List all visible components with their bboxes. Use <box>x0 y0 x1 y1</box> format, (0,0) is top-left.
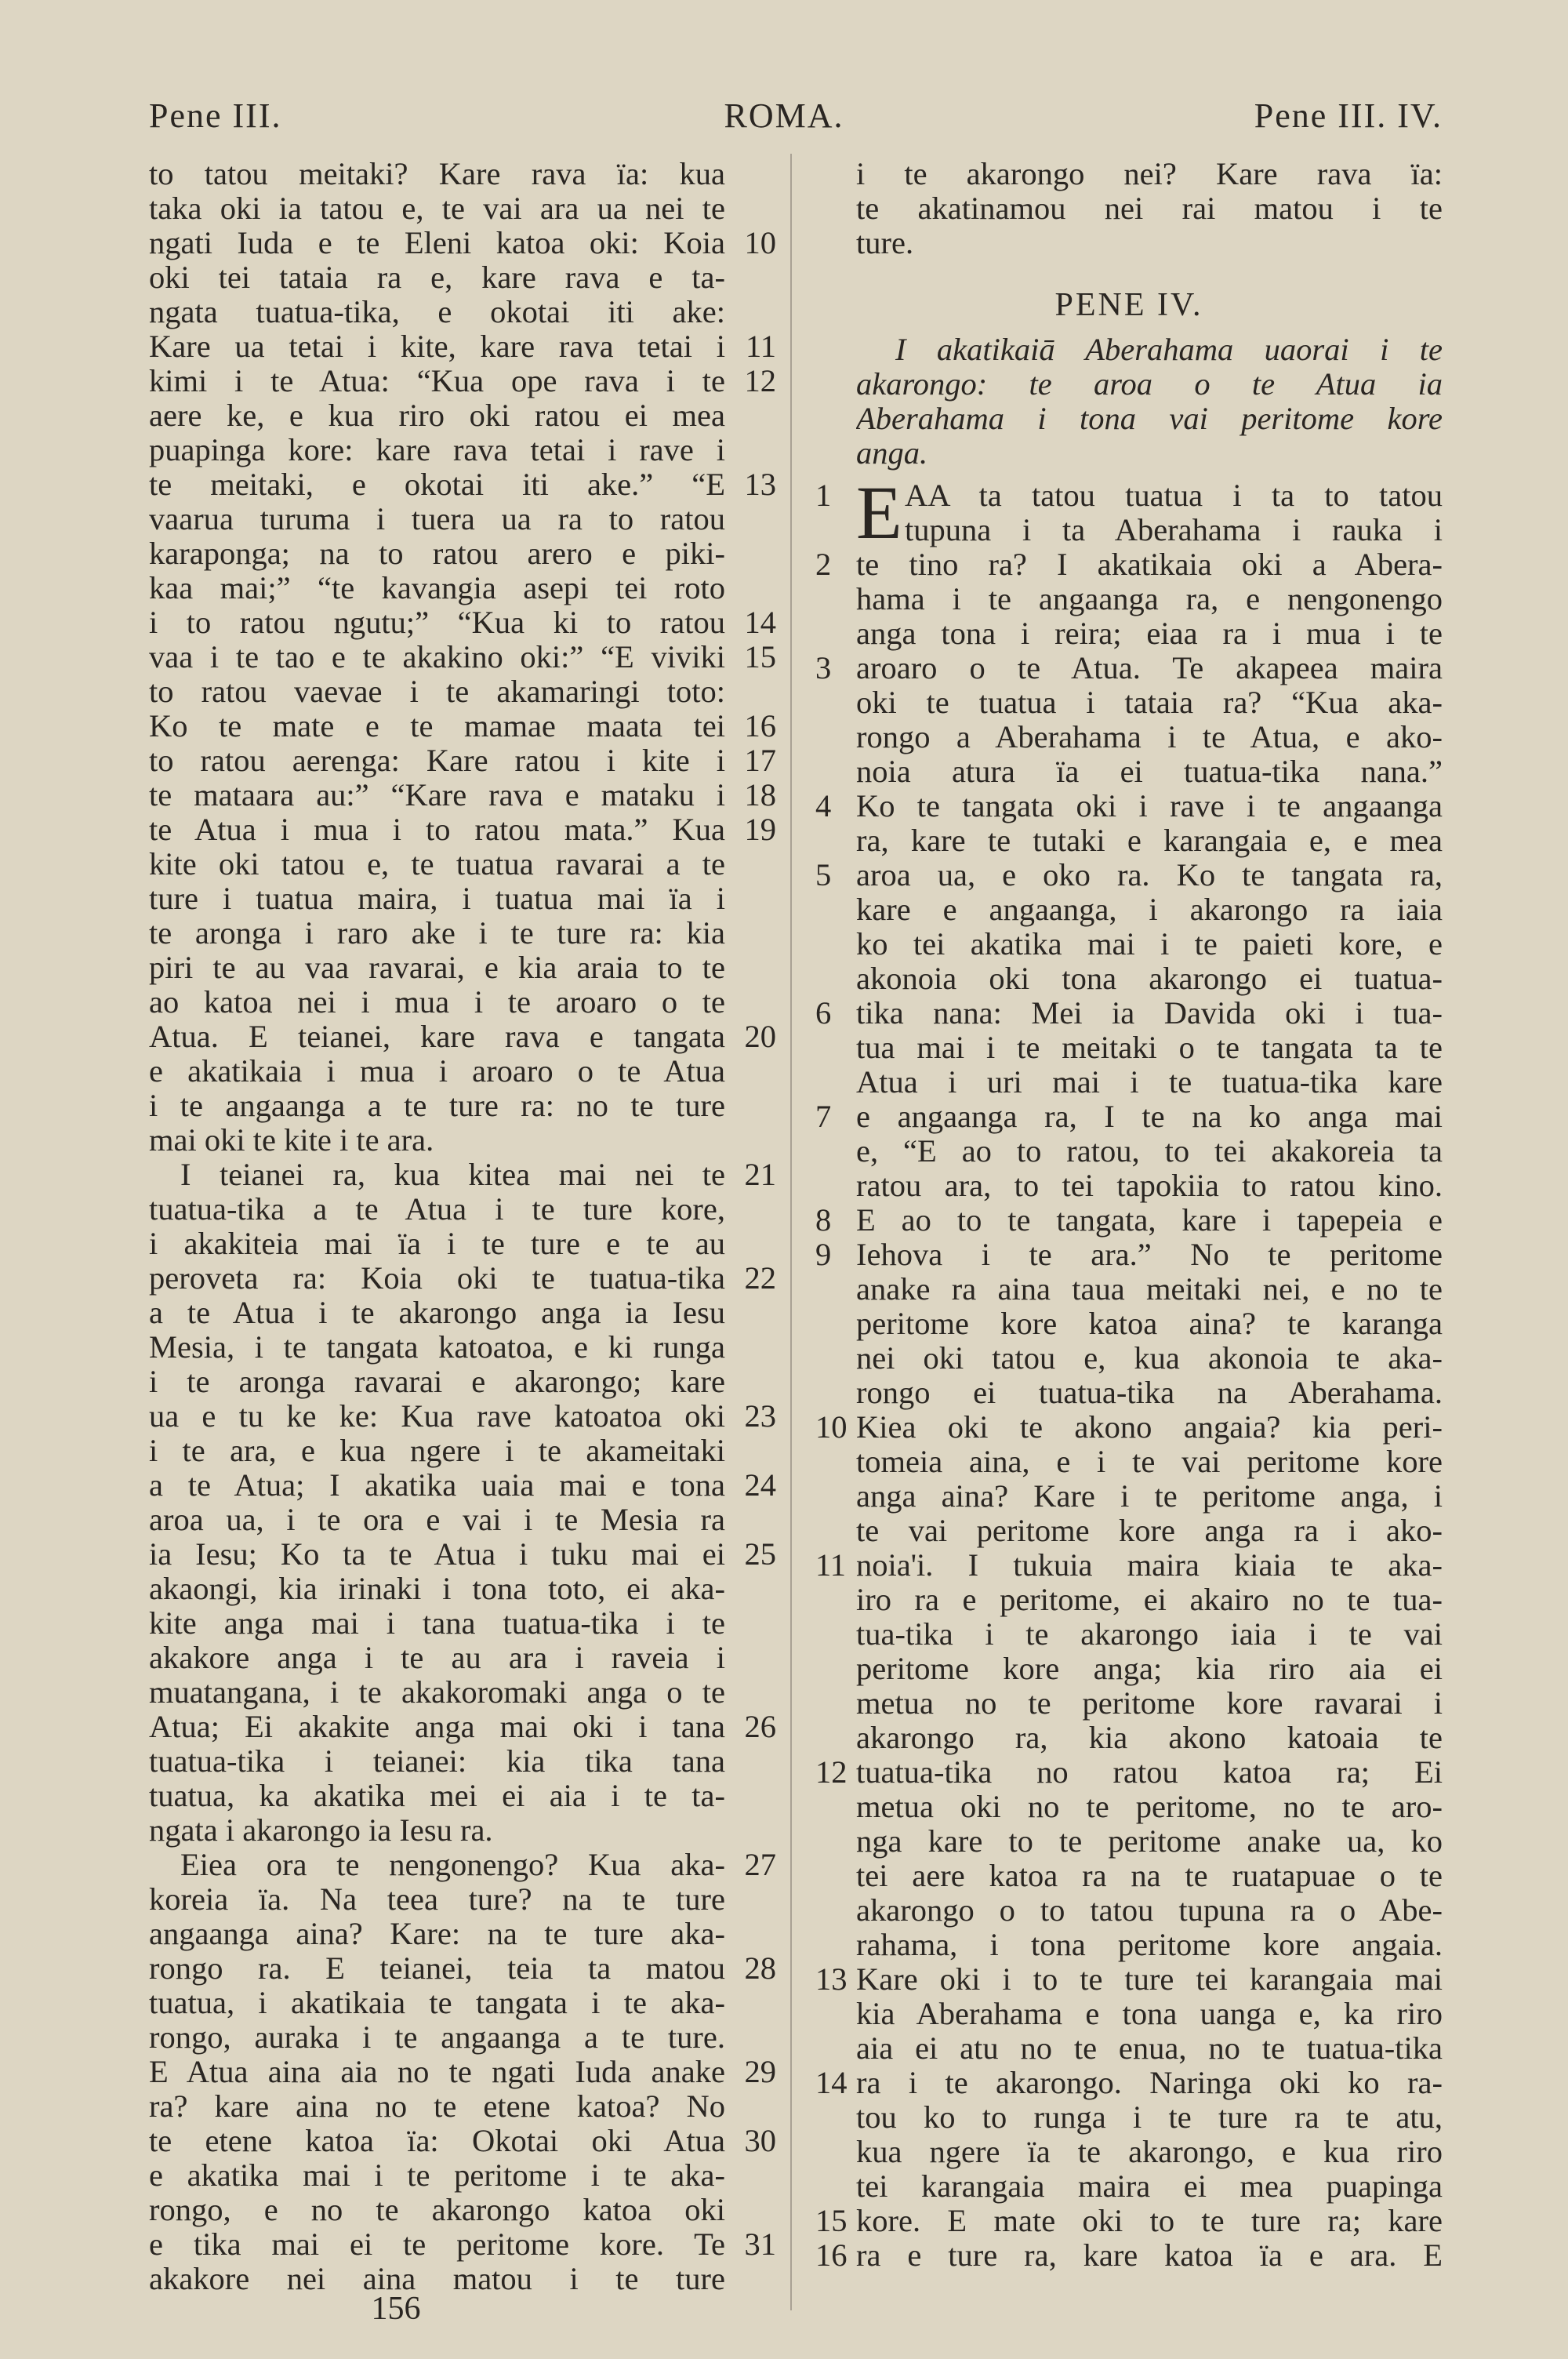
summary-text: I akatikaiā Aberahama uaorai i te <box>895 333 1443 367</box>
verse-number: 10 <box>744 225 776 260</box>
line-text: rongo a Aberahama i te Atua, e ako- <box>856 720 1443 754</box>
text-line <box>815 2135 1443 2169</box>
line-text: peroveta ra: Koia oki te tuatua-tika <box>149 1261 725 1296</box>
verse-number: 27 <box>744 1847 776 1882</box>
line-text: to tatou meitaki? Kare rava ïa: kua <box>149 157 725 191</box>
text-line <box>815 226 1443 260</box>
line-text: te etene katoa ïa: Okotai oki Atua <box>149 2124 725 2158</box>
line-text: Atua i uri mai i te tuatua-tika kare <box>856 1065 1443 1100</box>
text-line <box>815 1962 1443 1997</box>
line-text: kia Aberahama e tona uanga e, ka riro <box>856 1997 1443 2031</box>
verse-number: 10 <box>815 1409 848 1445</box>
verse-number: 30 <box>744 2123 776 2158</box>
line-text: i te ara, e kua ngere i te akameitaki <box>149 1434 725 1468</box>
text-line <box>815 1445 1443 1479</box>
text-line <box>149 536 776 571</box>
line-text: nga kare to te peritome anake ua, ko <box>856 1824 1443 1859</box>
text-line <box>149 847 776 881</box>
verse-number: 9 <box>815 1237 832 1272</box>
verse-number: 24 <box>744 1467 776 1503</box>
chapter-title: PENE IV. <box>1054 287 1203 323</box>
line-text: tuatua, i akatikaia te tangata i te aka- <box>149 1986 725 2020</box>
text-line <box>815 1065 1443 1100</box>
line-text: anake ra aina taua meitaki nei, e no te <box>856 1272 1443 1307</box>
text-line <box>149 605 776 640</box>
text-line <box>815 1859 1443 1893</box>
summary-line <box>815 367 1443 402</box>
text-line <box>149 1434 776 1468</box>
line-text: Atua. E teianei, kare rava e tangata <box>149 1020 725 1054</box>
line-text: kore. E mate oki to te ture ra; kare <box>856 2204 1443 2238</box>
line-text: Kare oki i to te ture tei karangaia mai <box>856 1962 1443 1997</box>
line-text: AA ta tatou tuatua i ta to tatou <box>905 478 1443 513</box>
verse-number: 6 <box>815 995 832 1030</box>
line-text: rongo, e no te akarongo katoa oki <box>149 2193 725 2227</box>
line-text: i te aronga ravarai e akarongo; kare <box>149 1365 725 1399</box>
text-line <box>149 1503 776 1537</box>
line-text: tuatua-tika i teianei: kia tika tana <box>149 1744 725 1779</box>
line-text: te meitaki, e okotai iti ake.” “E <box>149 467 725 502</box>
line-text: aroaro o te Atua. Te akapeea maira <box>856 651 1443 685</box>
text-line <box>815 1755 1443 1790</box>
line-text: ra i te akarongo. Naringa oki ko ra- <box>856 2066 1443 2100</box>
line-text: taka oki ia tatou e, te vai ara ua nei te <box>149 191 725 226</box>
right-text-column <box>815 157 1443 2273</box>
line-text: tei karangaia maira ei mea puapinga <box>856 2169 1443 2204</box>
verse-number: 14 <box>744 605 776 640</box>
line-text: vaa i te tao e te akakino oki:” “E viviki <box>149 640 725 674</box>
text-line <box>149 157 776 191</box>
line-text: e tika mai ei te peritome kore. Te <box>149 2227 725 2262</box>
text-line <box>149 1710 776 1744</box>
verse-number: 4 <box>815 788 832 823</box>
line-text: ngati Iuda e te Eleni katoa oki: Koia <box>149 226 725 260</box>
text-line <box>149 812 776 847</box>
text-line <box>815 927 1443 961</box>
text-line <box>815 996 1443 1030</box>
text-line <box>815 1514 1443 1548</box>
line-text: mai oki te kite i te ara. <box>149 1123 434 1158</box>
text-line <box>815 2031 1443 2066</box>
text-line <box>815 1997 1443 2031</box>
text-line <box>815 1928 1443 1962</box>
verse-number: 20 <box>744 1019 776 1054</box>
text-line <box>149 1089 776 1123</box>
line-text: metua no te peritome kore ravarai i <box>856 1686 1443 1721</box>
line-text: peritome kore anga; kia riro aia ei <box>856 1652 1443 1686</box>
line-text: tuatua, ka akatika mei ei aia i te ta- <box>149 1779 725 1813</box>
verse-number: 2 <box>815 547 832 582</box>
line-text: kite anga mai i tana tuatua-tika i te <box>149 1606 725 1641</box>
line-text: rongo, auraka i te angaanga a te ture. <box>149 2020 725 2055</box>
text-line <box>149 1399 776 1434</box>
line-text: ratou ara, to tei tapokiia to ratou kino. <box>856 1169 1443 1203</box>
line-text: anga aina? Kare i te peritome anga, i <box>856 1479 1443 1514</box>
column-divider <box>790 154 792 2310</box>
verse-number: 8 <box>815 1202 832 1238</box>
verse-number: 31 <box>744 2226 776 2262</box>
text-line <box>149 571 776 605</box>
line-text: Eiea ora te nengonengo? Kua aka- <box>180 1848 725 1882</box>
line-text: tupuna i ta Aberahama i rauka i <box>905 513 1443 547</box>
text-line <box>149 1572 776 1606</box>
text-line <box>149 329 776 364</box>
line-text: puapinga kore: kare rava tetai i rave i <box>149 433 725 467</box>
text-line <box>815 858 1443 892</box>
line-text: ra e ture ra, kare katoa ïa e ara. E <box>856 2238 1443 2273</box>
verse-number: 19 <box>744 812 776 847</box>
text-line <box>149 2227 776 2262</box>
verse-number: 21 <box>744 1157 776 1192</box>
text-line <box>149 881 776 916</box>
line-text: to ratou vaevae i te akamaringi toto: <box>149 674 725 709</box>
text-line <box>815 2066 1443 2100</box>
text-line <box>815 1238 1443 1272</box>
text-line <box>815 651 1443 685</box>
text-line <box>149 985 776 1020</box>
line-text: ra, kare te tutaki e karangaia e, e mea <box>856 823 1443 858</box>
line-text: akaongi, kia irinaki i tona toto, ei aka- <box>149 1572 725 1606</box>
line-text: ao katoa nei i mua i te aroaro o te <box>149 985 725 1020</box>
verse-number: 28 <box>744 1950 776 1986</box>
line-text: i te angaanga a te ture ra: no te ture <box>149 1089 725 1123</box>
text-line <box>149 1606 776 1641</box>
drop-cap: E <box>856 471 902 554</box>
text-line <box>149 502 776 536</box>
text-line <box>815 1376 1443 1410</box>
running-head-right: Pene III. IV. <box>1254 96 1443 135</box>
text-line <box>149 1813 776 1848</box>
text-line <box>815 2238 1443 2273</box>
line-text: tuatua-tika a te Atua i te ture kore, <box>149 1192 725 1227</box>
text-line <box>149 226 776 260</box>
line-text: te vai peritome kore anga ra i ako- <box>856 1514 1443 1548</box>
verse-number: 3 <box>815 650 832 685</box>
line-text: ngata tuatua-tika, e okotai iti ake: <box>149 295 725 329</box>
text-line <box>149 1951 776 1986</box>
line-text: tika nana: Mei ia Davida oki i tua- <box>856 996 1443 1030</box>
text-line <box>815 478 1443 513</box>
text-line <box>815 1686 1443 1721</box>
text-line <box>149 398 776 433</box>
text-line <box>815 823 1443 858</box>
line-text: ture i tuatua maira, i tuatua mai ïa i <box>149 881 725 916</box>
text-line <box>149 1917 776 1951</box>
summary-line <box>815 402 1443 436</box>
verse-number: 16 <box>815 2237 848 2273</box>
line-text: oki tei tataia ra e, kare rava e ta- <box>149 260 725 295</box>
line-text: tuatua-tika no ratou katoa ra; Ei <box>856 1755 1443 1790</box>
text-line <box>149 1054 776 1089</box>
line-text: anga tona i reira; eiaa ra i mua i te <box>856 616 1443 651</box>
line-text: E ao to te tangata, kare i tapepeia e <box>856 1203 1443 1238</box>
text-line <box>149 1365 776 1399</box>
text-line <box>149 2124 776 2158</box>
verse-number: 7 <box>815 1099 832 1134</box>
text-line <box>149 2158 776 2193</box>
text-line <box>149 1227 776 1261</box>
line-text: i to ratou ngutu;” “Kua ki to ratou <box>149 605 725 640</box>
line-text: te aronga i raro ake i te ture ra: kia <box>149 916 725 951</box>
line-text: Ko te mate e te mamae maata tei <box>149 709 725 743</box>
text-line <box>815 1100 1443 1134</box>
line-text: tua-tika i te akarongo iaia i te vai <box>856 1617 1443 1652</box>
line-text: kua ngere ïa te akarongo, e kua riro <box>856 2135 1443 2169</box>
line-text: metua oki no te peritome, no te aro- <box>856 1790 1443 1824</box>
line-text: aroa ua, e oko ra. Ko te tangata ra, <box>856 858 1443 892</box>
line-text: te mataara au:” “Kare rava e mataku i <box>149 778 725 812</box>
running-head-left: Pene III. <box>149 96 282 135</box>
verse-number: 1 <box>815 478 832 513</box>
verse-number: 13 <box>815 1961 848 1997</box>
text-line <box>815 1272 1443 1307</box>
text-line <box>149 2020 776 2055</box>
line-text: oki te tuatua i tataia ra? “Kua aka- <box>856 685 1443 720</box>
text-line <box>149 1675 776 1710</box>
text-line <box>149 1468 776 1503</box>
text-line <box>149 433 776 467</box>
line-text: ture. <box>856 226 914 260</box>
verse-number: 26 <box>744 1709 776 1744</box>
line-text: Iehova i te ara.” No te peritome <box>856 1238 1443 1272</box>
verse-number: 12 <box>815 1754 848 1790</box>
text-line <box>149 1537 776 1572</box>
line-text: e, “E ao to ratou, to tei akakoreia ta <box>856 1134 1443 1169</box>
verse-number: 23 <box>744 1398 776 1434</box>
summary-text: akarongo: te aroa o te Atua ia <box>856 367 1443 402</box>
verse-number: 18 <box>744 777 776 812</box>
line-text: a te Atua i te akarongo anga ia Iesu <box>149 1296 725 1330</box>
text-line <box>149 2055 776 2089</box>
summary-text: Aberahama i tona vai peritome kore <box>856 402 1443 436</box>
text-line <box>815 513 1443 547</box>
line-text: aere ke, e kua riro oki ratou ei mea <box>149 398 725 433</box>
text-line <box>149 1330 776 1365</box>
line-text: ia Iesu; Ko ta te Atua i tuku mai ei <box>149 1537 725 1572</box>
line-text: rahama, i tona peritome kore angaia. <box>856 1928 1443 1962</box>
verse-number: 11 <box>815 1547 846 1583</box>
text-line <box>149 1779 776 1813</box>
line-text: te tino ra? I akatikaia oki a Abera- <box>856 547 1443 582</box>
verse-number: 12 <box>744 363 776 398</box>
verse-number: 11 <box>746 329 776 364</box>
line-text: kare e angaanga, i akarongo ra iaia <box>856 892 1443 927</box>
summary-line <box>815 436 1443 471</box>
text-line <box>815 2100 1443 2135</box>
text-line <box>149 1296 776 1330</box>
text-line <box>815 1548 1443 1583</box>
line-text: koreia ïa. Na teea ture? na te ture <box>149 1882 725 1917</box>
line-text: e akatika mai i te peritome i te aka- <box>149 2158 725 2193</box>
text-line <box>815 1134 1443 1169</box>
line-text: i te akarongo nei? Kare rava ïa: <box>856 157 1443 191</box>
text-line <box>149 1020 776 1054</box>
line-text: tou ko to runga i te ture ra te atu, <box>856 2100 1443 2135</box>
text-line <box>815 1652 1443 1686</box>
line-text: akakore anga i te au ara i raveia i <box>149 1641 725 1675</box>
line-text: Mesia, i te tangata katoatoa, e ki runga <box>149 1330 725 1365</box>
line-text: kimi i te Atua: “Kua ope rava i te <box>149 364 725 398</box>
text-line <box>815 1479 1443 1514</box>
text-line <box>149 951 776 985</box>
text-line <box>815 1169 1443 1203</box>
line-text: tua mai i te meitaki o te tangata ta te <box>856 1030 1443 1065</box>
line-text: ko tei akatika mai i te paieti kore, e <box>856 927 1443 961</box>
line-text: akarongo o to tatou tupuna ra o Abe- <box>856 1893 1443 1928</box>
line-text: piri te au vaa ravarai, e kia araia to te <box>149 951 725 985</box>
chapter-summary <box>815 333 1443 471</box>
text-line <box>815 1583 1443 1617</box>
text-line <box>149 1261 776 1296</box>
line-text: karaponga; na to ratou arero e piki- <box>149 536 725 571</box>
text-line <box>149 1882 776 1917</box>
text-line <box>815 547 1443 582</box>
line-text: hama i te angaanga ra, e nengonengo <box>856 582 1443 616</box>
summary-line <box>815 333 1443 367</box>
summary-text: anga. <box>856 436 928 471</box>
line-text: aroa ua, i te ora e vai i te Mesia ra <box>149 1503 725 1537</box>
verse-number: 17 <box>744 743 776 778</box>
text-line <box>149 674 776 709</box>
line-text: tomeia aina, e i te vai peritome kore <box>856 1445 1443 1479</box>
line-text: iro ra e peritome, ei akairo no te tua- <box>856 1583 1443 1617</box>
line-text: akakore nei aina matou i te ture <box>149 2262 725 2296</box>
verse-number: 15 <box>744 639 776 674</box>
text-line <box>149 2089 776 2124</box>
text-line <box>149 743 776 778</box>
line-text: akonoia oki tona akarongo ei tuatua- <box>856 961 1443 996</box>
text-line <box>149 1123 776 1158</box>
text-line <box>815 892 1443 927</box>
text-line <box>815 2169 1443 2204</box>
line-text: peritome kore katoa aina? te karanga <box>856 1307 1443 1341</box>
text-line <box>815 616 1443 651</box>
text-line <box>149 467 776 502</box>
text-line <box>149 778 776 812</box>
text-line <box>815 754 1443 789</box>
text-line <box>815 1617 1443 1652</box>
line-text: muatangana, i te akakoromaki anga o te <box>149 1675 725 1710</box>
verse-number: 22 <box>744 1260 776 1296</box>
line-text: kite oki tatou e, te tuatua ravarai a te <box>149 847 725 881</box>
text-line <box>815 1790 1443 1824</box>
text-line <box>149 364 776 398</box>
line-text: te Atua i mua i to ratou mata.” Kua <box>149 812 725 847</box>
line-text: Atua; Ei akakite anga mai oki i tana <box>149 1710 725 1744</box>
line-text: noia atura ïa ei tuatua-tika nana.” <box>856 754 1443 789</box>
line-text: Kare ua tetai i kite, kare rava tetai i <box>149 329 725 364</box>
text-line <box>815 1893 1443 1928</box>
text-line <box>149 640 776 674</box>
text-line <box>815 685 1443 720</box>
text-line <box>149 709 776 743</box>
text-line <box>815 157 1443 191</box>
text-line <box>815 961 1443 996</box>
left-text-column <box>149 157 776 2296</box>
text-line <box>149 1192 776 1227</box>
line-text: akarongo ra, kia akono katoaia te <box>856 1721 1443 1755</box>
line-text: Ko te tangata oki i rave i te angaanga <box>856 789 1443 823</box>
line-text: Kiea oki te akono angaia? kia peri- <box>856 1410 1443 1445</box>
verse-number: 5 <box>815 857 832 892</box>
verse-number: 25 <box>744 1536 776 1572</box>
line-text: e angaanga ra, I te na ko anga mai <box>856 1100 1443 1134</box>
text-line <box>815 1824 1443 1859</box>
line-text: a te Atua; I akatika uaia mai e tona <box>149 1468 725 1503</box>
line-text: ra? kare aina no te etene katoa? No <box>149 2089 725 2124</box>
text-line <box>149 2193 776 2227</box>
text-line <box>149 1986 776 2020</box>
text-line <box>815 1410 1443 1445</box>
verse-number: 14 <box>815 2065 848 2100</box>
running-head-title: ROMA. <box>724 96 844 135</box>
line-text: rongo ra. E teianei, teia ta matou <box>149 1951 725 1986</box>
text-line <box>815 720 1443 754</box>
verse-number: 16 <box>744 708 776 743</box>
text-line <box>149 1641 776 1675</box>
line-text: e akatikaia i mua i aroaro o te Atua <box>149 1054 725 1089</box>
line-text: te akatinamou nei rai matou i te <box>856 191 1443 226</box>
line-text: ngata i akarongo ia Iesu ra. <box>149 1813 493 1848</box>
text-line <box>815 191 1443 226</box>
text-line <box>149 191 776 226</box>
line-text: kaa mai;” “te kavangia asepi tei roto <box>149 571 725 605</box>
line-text: to ratou aerenga: Kare ratou i kite i <box>149 743 725 778</box>
line-text: ua e tu ke ke: Kua rave katoatoa oki <box>149 1399 725 1434</box>
text-line <box>815 2204 1443 2238</box>
verse-number: 15 <box>815 2203 848 2238</box>
line-text: tei aere katoa ra na te ruatapuae o te <box>856 1859 1443 1893</box>
text-line <box>149 1848 776 1882</box>
text-line <box>149 1744 776 1779</box>
text-line <box>815 1203 1443 1238</box>
text-line <box>815 789 1443 823</box>
line-text: aia ei atu no te enua, no te tuatua-tika <box>856 2031 1443 2066</box>
text-line <box>149 260 776 295</box>
text-line <box>815 582 1443 616</box>
verse-number: 13 <box>744 467 776 502</box>
text-line <box>149 295 776 329</box>
line-text: noia'i. I tukuia maira kiaia te aka- <box>856 1548 1443 1583</box>
line-text: nei oki tatou e, kua akonoia te aka- <box>856 1341 1443 1376</box>
text-line <box>815 1307 1443 1341</box>
text-line <box>149 916 776 951</box>
text-line <box>815 1721 1443 1755</box>
text-line <box>149 1158 776 1192</box>
verse-number: 29 <box>744 2054 776 2089</box>
text-line <box>815 1030 1443 1065</box>
page-number: 156 <box>371 2291 421 2327</box>
text-line <box>815 1341 1443 1376</box>
line-text: vaarua turuma i tuera ua ra to ratou <box>149 502 725 536</box>
line-text: i akakiteia mai ïa i te ture e te au <box>149 1227 725 1261</box>
line-text: rongo ei tuatua-tika na Aberahama. <box>856 1376 1443 1410</box>
line-text: I teianei ra, kua kitea mai nei te <box>180 1158 725 1192</box>
line-text: E Atua aina aia no te ngati Iuda anake <box>149 2055 725 2089</box>
line-text: angaanga aina? Kare: na te ture aka- <box>149 1917 725 1951</box>
